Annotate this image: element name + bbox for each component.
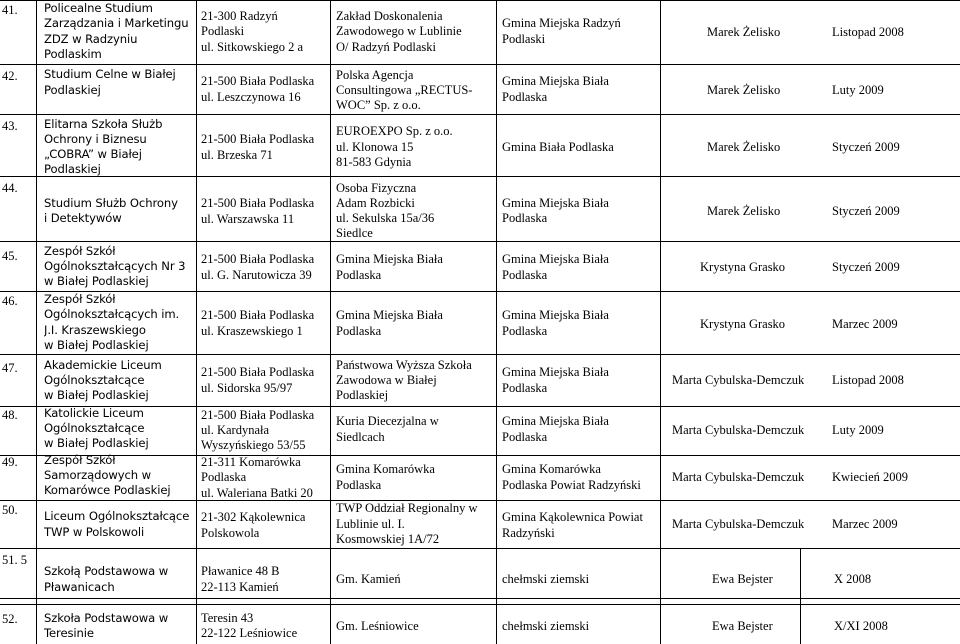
person: Marek Żelisko — [707, 204, 781, 218]
gmina-line: Podlaska — [502, 90, 548, 104]
gmina-line: Podlaska — [502, 211, 548, 225]
date: Listopad 2008 — [832, 373, 904, 387]
table-rule — [0, 64, 960, 65]
gmina-line: Gmina Kąkolewnica Powiat — [502, 510, 643, 524]
organization-line: Teresin 43 — [201, 611, 254, 625]
gmina-line: Podlaski — [502, 32, 546, 46]
organization-line: Polska Agencja — [336, 68, 414, 82]
school-line: Komarówce Podlaskiej — [44, 483, 171, 497]
organization-line: Siedlce — [336, 226, 373, 240]
date: Luty 2009 — [832, 423, 884, 437]
school-line: Ochrony i Biznesu — [44, 132, 147, 146]
school-line: Studium Celne w Białej — [44, 67, 176, 81]
school-line: w Białej Podlaskiej — [44, 274, 149, 288]
organization-line: O/ Radzyń Podlaski — [336, 40, 436, 54]
gmina-line: Podlaska — [502, 381, 548, 395]
table-rule — [0, 598, 960, 599]
school-line: Podlaskiej — [44, 83, 101, 97]
address-line: 21-500 Biała Podlaska — [201, 252, 315, 266]
school-line: Liceum Ogólnokształcące — [44, 509, 190, 523]
date: Styczeń 2009 — [832, 204, 900, 218]
address-line: 21-500 Biała Podlaska — [201, 308, 315, 322]
address-line: ul. Kraszewskiego 1 — [201, 324, 303, 338]
organization-line: Podlaska — [336, 268, 382, 282]
gmina-line: Gmina Miejska Biała — [502, 414, 609, 428]
school-line: Zespół Szkół — [44, 244, 116, 258]
gmina-line: Podlaska Powiat Radzyński — [502, 478, 641, 492]
date: Styczeń 2009 — [832, 140, 900, 154]
organization-line: Podlaska — [336, 324, 382, 338]
row-number: 43. — [2, 119, 18, 133]
address-line: 21-500 Biała Podlaska — [201, 365, 315, 379]
person: Marta Cybulska-Demczuk — [672, 423, 805, 437]
organization-line: Lublinie ul. I. — [336, 517, 405, 531]
column-rule — [660, 548, 661, 644]
school-line: Ogólnokształcących im. — [44, 307, 180, 321]
person: Ewa Bejster — [712, 572, 773, 586]
address-line: ul. Warszawska 11 — [201, 212, 295, 226]
address-line: 21-302 Kąkolewnica — [201, 510, 306, 524]
district: chełmski ziemski — [502, 619, 590, 633]
address-line: 21-311 Komarówka — [201, 455, 301, 469]
address-line: ul. Sidorska 95/97 — [201, 381, 293, 395]
table-rule — [0, 354, 960, 355]
person: Marta Cybulska-Demczuk — [672, 470, 805, 484]
organization-line: 81-583 Gdynia — [336, 155, 412, 169]
organization-line: Gmina Miejska Biała — [336, 308, 443, 322]
school-line: i Detektywów — [44, 211, 122, 225]
row-number: 45. — [2, 249, 18, 263]
organization-line: Zawodowego w Lublinie — [336, 24, 462, 38]
address-line: 21-500 Biała Podlaska — [201, 408, 315, 422]
date: Luty 2009 — [832, 83, 884, 97]
column-rule — [330, 548, 331, 644]
school-line: Szkoła Podstawowa w — [44, 611, 169, 625]
gmina-line: Gmina Miejska Radzyń — [502, 16, 621, 30]
school-line: Zespół Szkół — [44, 292, 116, 306]
organization-line: Consultingowa „RECTUS- — [336, 83, 473, 97]
address-line: ul. G. Narutowicza 39 — [201, 268, 312, 282]
date: Marzec 2009 — [832, 317, 898, 331]
column-rule — [800, 548, 801, 644]
table-rule — [0, 455, 960, 456]
column-rule — [36, 548, 37, 644]
table-rule — [0, 604, 960, 605]
school-line: w Białej Podlaskiej — [44, 338, 149, 352]
organization-line: 22-122 Leśniowice — [201, 626, 298, 640]
gmina-line: Gmina Miejska Biała — [502, 74, 609, 88]
table-rule — [0, 291, 960, 292]
person: Marta Cybulska-Demczuk — [672, 517, 805, 531]
school-line: Studium Służb Ochrony — [44, 196, 178, 210]
gmina-line: Gmina Miejska Biała — [502, 196, 609, 210]
school-line: Podlaskim — [44, 47, 102, 61]
table-rule — [0, 548, 960, 549]
organization-line: Pławanice 48 B — [201, 564, 280, 578]
organization-line: TWP Oddział Regionalny w — [336, 501, 478, 515]
row-number: 41. — [2, 3, 18, 17]
organization-line: WOC” Sp. z o.o. — [336, 98, 421, 112]
address-line: 21-500 Biała Podlaska — [201, 74, 315, 88]
organization-line: 22-113 Kamień — [201, 580, 279, 594]
gmina-line: Gm. Leśniowice — [336, 619, 419, 633]
organization-line: Zakład Doskonalenia — [336, 9, 443, 23]
person: Ewa Bejster — [712, 619, 773, 633]
organization-line: Gmina Komarówka — [336, 462, 435, 476]
address-line: Podlaska — [201, 470, 247, 484]
date: Marzec 2009 — [832, 517, 898, 531]
person: Marek Żelisko — [707, 140, 781, 154]
school-line: w Białej Podlaskiej — [44, 436, 149, 450]
person: Marta Cybulska-Demczuk — [672, 373, 805, 387]
row-number: 48. — [2, 408, 18, 422]
column-rule — [496, 548, 497, 644]
school-line: „COBRA” w Białej — [44, 147, 142, 161]
gmina-line: Gmina Miejska Biała — [502, 308, 609, 322]
organization-line: ul. Sekulska 15a/36 — [336, 211, 435, 225]
organization-line: Zawodowa w Białej — [336, 373, 437, 387]
column-rule — [36, 0, 37, 548]
row-number: 49. — [2, 455, 18, 469]
gmina-line: Gmina Miejska Biała — [502, 252, 609, 266]
row-number: 51. 5 — [2, 553, 27, 567]
column-rule — [330, 0, 331, 548]
address-line: ul. Sitkowskiego 2 a — [201, 40, 304, 54]
organization-line: Państwowa Wyższa Szkoła — [336, 358, 472, 372]
organization-line: ul. Klonowa 15 — [336, 140, 414, 154]
date: X/XI 2008 — [834, 619, 888, 633]
organization-line: Podlaska — [336, 478, 382, 492]
school-line: Teresinie — [44, 626, 94, 640]
school-line: Ogólnokształcące — [44, 421, 145, 435]
organization-line: EUROEXPO Sp. z o.o. — [336, 124, 453, 138]
row-number: 52. — [2, 612, 18, 626]
school-line: Ogólnokształcących Nr 3 — [44, 259, 186, 273]
table-rule — [0, 406, 960, 407]
date: Styczeń 2009 — [832, 260, 900, 274]
school-line: Policealne Studium — [44, 1, 153, 15]
school-line: Zarządzania i Marketingu — [44, 16, 189, 30]
district: chełmski ziemski — [502, 572, 590, 586]
date: X 2008 — [834, 572, 872, 586]
school-line: w Białej Podlaskiej — [44, 388, 149, 402]
address-line: 21-300 Radzyń — [201, 9, 278, 23]
gmina-line: Gmina Miejska Biała — [502, 365, 609, 379]
organization-line: Gmina Miejska Biała — [336, 252, 443, 266]
gmina-line: Podlaska — [502, 430, 548, 444]
organization-line: Siedlcach — [336, 430, 385, 444]
school-line: Szkołą Podstawowa w — [44, 564, 169, 578]
row-number: 46. — [2, 294, 18, 308]
gmina-line: Gmina Komarówka — [502, 462, 601, 476]
column-rule — [496, 0, 497, 548]
school-line: Samorządowych w — [44, 468, 151, 482]
person: Krystyna Grasko — [700, 317, 786, 331]
school-line: Podlaskiej — [44, 162, 101, 176]
organization-line: Podlaskiej — [336, 388, 389, 402]
organization-line: Osoba Fizyczna — [336, 181, 417, 195]
table-rule — [0, 114, 960, 115]
column-rule — [196, 0, 197, 548]
school-line: Zespół Szkół — [44, 453, 116, 467]
address-line: 21-500 Biała Podlaska — [201, 132, 315, 146]
row-number: 47. — [2, 361, 18, 375]
address-line: ul. Waleriana Batki 20 — [201, 486, 313, 500]
school-line: TWP w Polskowoli — [44, 525, 145, 539]
column-rule — [660, 0, 661, 548]
person: Marek Żelisko — [707, 83, 781, 97]
address-line: Podlaski — [201, 24, 245, 38]
person: Krystyna Grasko — [700, 260, 786, 274]
row-number: 44. — [2, 181, 18, 195]
date: Kwiecień 2009 — [832, 470, 909, 484]
column-rule — [196, 548, 197, 644]
address-line: Wyszyńskiego 53/55 — [201, 438, 306, 452]
school-line: Katolickie Liceum — [44, 406, 144, 420]
table-rule — [0, 500, 960, 501]
school-line: Akademickie Liceum — [44, 358, 162, 372]
organization-line: Adam Rozbicki — [336, 196, 415, 210]
address-line: ul. Leszczynowa 16 — [201, 90, 301, 104]
school-line: ZDZ w Radzyniu — [44, 32, 138, 46]
school-line: Ogólnokształcące — [44, 373, 145, 387]
school-line: Elitarna Szkoła Służb — [44, 117, 163, 131]
gmina-line: Radzyński — [502, 526, 555, 540]
address-line: ul. Brzeska 71 — [201, 148, 273, 162]
table-rule — [0, 241, 960, 242]
gmina-line: Podlaska — [502, 324, 548, 338]
address-line: ul. Kardynała — [201, 423, 270, 437]
row-number: 42. — [2, 69, 18, 83]
address-line: Polskowola — [201, 526, 260, 540]
gmina-line: Podlaska — [502, 268, 548, 282]
gmina-line: Gmina Biała Podlaska — [502, 140, 614, 154]
organization-line: Kosmowskiej 1A/72 — [336, 532, 440, 546]
address-line: 21-500 Biała Podlaska — [201, 196, 315, 210]
row-number: 50. — [2, 503, 18, 517]
school-line: J.I. Kraszewskiego — [44, 323, 146, 337]
gmina-line: Gm. Kamień — [336, 572, 401, 586]
organization-line: Kuria Diecezjalna w — [336, 414, 439, 428]
table-rule — [0, 176, 960, 177]
school-line: Pławanicach — [44, 580, 115, 594]
date: Listopad 2008 — [832, 25, 904, 39]
person: Marek Żelisko — [707, 25, 781, 39]
